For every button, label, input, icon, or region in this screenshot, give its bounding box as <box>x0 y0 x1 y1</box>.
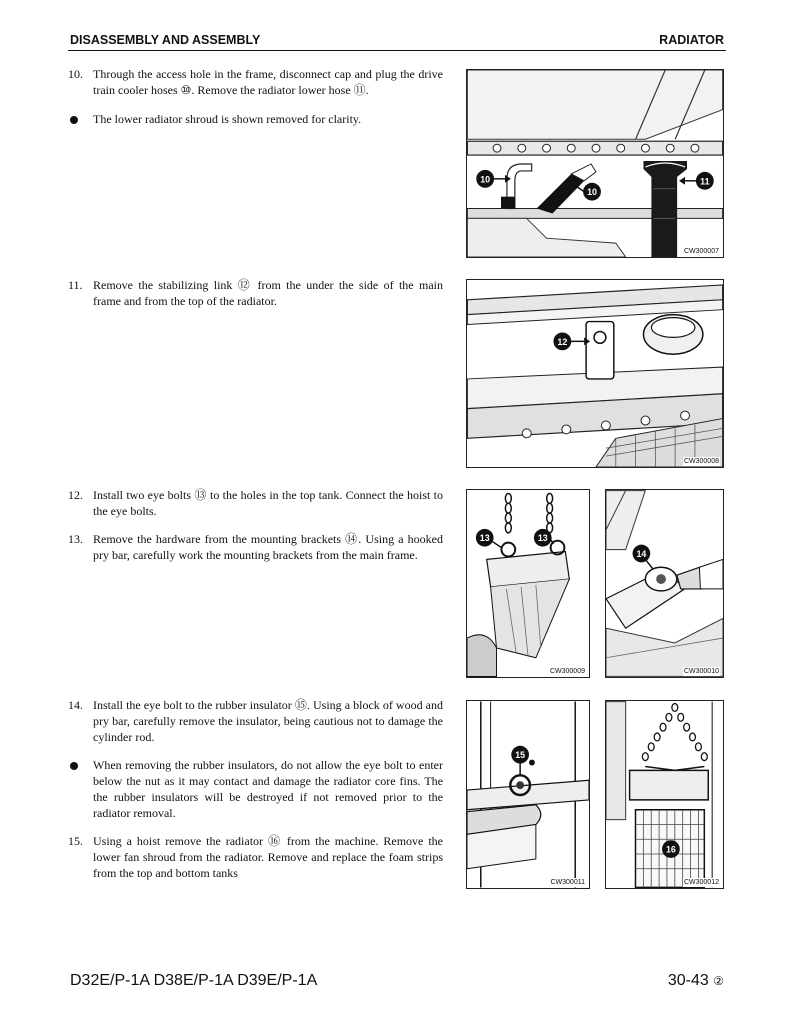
callout-15: 15 <box>515 750 526 761</box>
cooler-hoses-illustration <box>467 70 723 257</box>
rubber-insulator-illustration <box>467 701 589 888</box>
step-text: Using a hoist remove the radiator ⑯ from the machine. Remove the lower fan shroud from the radiator. Remove and replace the foam strips from the top and bottom tanks <box>93 834 443 880</box>
step-number: 13. <box>68 532 83 546</box>
figure-caption: CW300011 <box>550 879 585 886</box>
step-number: 12. <box>68 488 83 502</box>
figure-radiator-hoist <box>605 700 724 889</box>
step-text: Install the eye bolt to the rubber insulator ⑮. Using a block of wood and pry bar, carefully remove the insulator, being cautious not to damage the cylinder rod. <box>93 698 443 744</box>
callout-13: 13 <box>479 533 490 544</box>
note-insulators <box>68 757 443 821</box>
section-title: DISASSEMBLY AND ASSEMBLY <box>70 33 261 47</box>
figure-caption: CW300007 <box>683 248 719 255</box>
note-text: The lower radiator shroud is shown removed for clarity. <box>93 112 362 126</box>
stabilizing-link-illustration <box>467 280 723 467</box>
step-number: 14. <box>68 698 83 712</box>
step-number: 10. <box>68 67 83 81</box>
chapter-title: RADIATOR <box>659 33 724 47</box>
step-text: Remove the stabilizing link ⑫ from the under the side of the main frame and from the top of the radiator. <box>93 278 443 308</box>
callout-10: 10 <box>587 187 597 198</box>
bullet-icon <box>70 116 78 124</box>
step-text: Install two eye bolts ⑬ to the holes in the top tank. Connect the hoist to the eye bolts. <box>93 488 443 518</box>
eye-bolts-illustration <box>467 490 589 677</box>
mounting-brackets-illustration <box>606 490 723 677</box>
revision-mark: ② <box>713 974 724 988</box>
figure-mounting-brackets <box>605 489 724 678</box>
figure-caption: CW300009 <box>549 668 585 675</box>
step-text: Remove the hardware from the mounting brackets ⑭. Using a hooked pry bar, carefully work the mounting brackets from the main frame. <box>93 532 443 562</box>
callout-14: 14 <box>636 548 647 559</box>
figure-eye-bolts <box>466 489 590 678</box>
radiator-hoist-illustration <box>606 701 723 888</box>
step-15 <box>68 833 443 881</box>
model-numbers: D32E/P-1A D38E/P-1A D39E/P-1A <box>70 972 318 989</box>
callout-12: 12 <box>557 336 568 347</box>
figure-rubber-insulator <box>466 700 590 889</box>
note-shroud <box>68 111 443 127</box>
figure-cooler-hoses <box>466 69 724 258</box>
page-number-block <box>668 972 724 990</box>
figure-caption: CW300010 <box>683 668 719 675</box>
step-14 <box>68 697 443 745</box>
figure-caption: CW300012 <box>683 879 719 886</box>
page-header <box>68 33 726 51</box>
callout-10: 10 <box>480 174 491 185</box>
callout-13: 13 <box>537 533 548 544</box>
step-11 <box>68 277 443 309</box>
step-number: 11. <box>68 278 83 292</box>
step-12 <box>68 487 443 519</box>
bullet-icon <box>70 762 78 770</box>
figure-stabilizing-link <box>466 279 724 468</box>
step-text: Through the access hole in the frame, disconnect cap and plug the drive train cooler hoses ⑩. Remove the radiator lower hose ⑪. <box>93 67 443 97</box>
step-number: 15. <box>68 834 83 848</box>
page-number: 30-43 <box>667 972 709 989</box>
page-footer <box>68 972 726 994</box>
note-text: When removing the rubber insulators, do not allow the eye bolt to enter below the nut as it may contact and damage the radiator core fins. The the rubber insulators will be destroyed if not removed prior to the radiator removal. <box>93 758 443 820</box>
callout-16: 16 <box>665 844 676 855</box>
callout-11: 11 <box>700 176 710 187</box>
step-10 <box>68 66 443 98</box>
figure-caption: CW300008 <box>683 458 719 465</box>
step-13 <box>68 531 443 563</box>
